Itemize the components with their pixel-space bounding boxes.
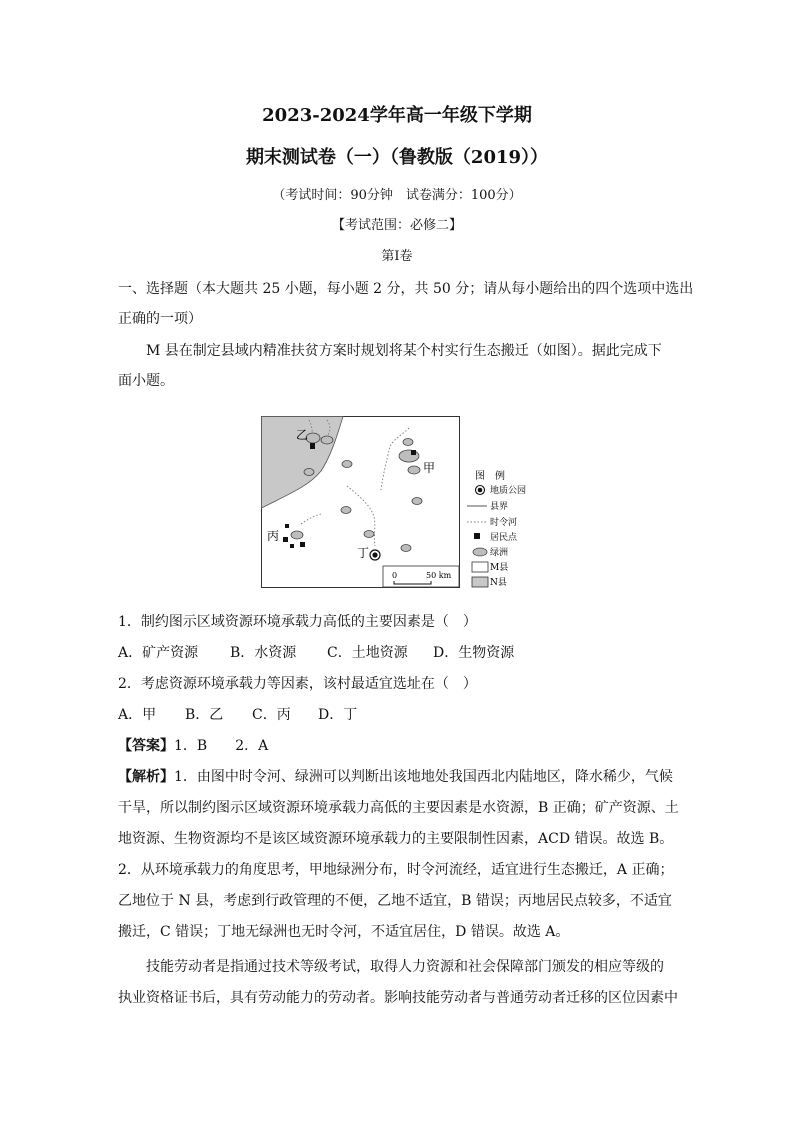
svg-text:图 例: 图 例 bbox=[475, 471, 505, 482]
analysis-line-4: 2．从环境承载力的角度思考，甲地绿洲分布，时令河流经，适宜进行生态搬迁，A 正确； bbox=[118, 862, 674, 878]
passage-line-2: 执业资格证书后，具有劳动能力的劳动者。影响技能劳动者与普通劳动者迁移的区位因素中 bbox=[118, 990, 678, 1006]
section-heading: 一、选择题（本大题共 25 小题，每小题 2 分，共 50 分；请从每小题给出的四个选项中选出 bbox=[118, 281, 694, 297]
svg-text:绿洲: 绿洲 bbox=[490, 548, 509, 558]
option-2b[interactable]: B．乙 bbox=[185, 707, 224, 723]
svg-text:居民点: 居民点 bbox=[490, 533, 518, 543]
label-yi: 乙 bbox=[296, 428, 309, 442]
question-2-stem: 2．考虑资源环境承载力等因素，该村最适宜选址在（ ） bbox=[118, 676, 477, 692]
svg-text:县界: 县界 bbox=[490, 502, 509, 512]
option-1c[interactable]: C．土地资源 bbox=[327, 645, 408, 661]
analysis-label: 【解析】 bbox=[118, 769, 174, 785]
legend-oasis bbox=[473, 548, 487, 556]
option-2c[interactable]: C．丙 bbox=[252, 707, 291, 723]
legend-m-county bbox=[472, 562, 488, 572]
answer-line bbox=[118, 736, 678, 756]
option-1b[interactable]: B．水资源 bbox=[230, 645, 297, 661]
analysis-line-1: 【解析】1．由图中时令河、绿洲可以判断出该地地处我国西北内陆地区，降水稀少，气候 bbox=[118, 769, 673, 785]
option-2a[interactable]: A．甲 bbox=[118, 707, 157, 723]
section-heading-cont: 正确的一项） bbox=[118, 311, 202, 327]
option-1a[interactable]: A．矿产资源 bbox=[118, 645, 199, 661]
map-legend bbox=[467, 469, 526, 588]
analysis-line-2: 干旱，所以制约图示区域资源环境承载力高低的主要因素是水资源，B 正确；矿产资源、土 bbox=[118, 800, 679, 816]
analysis-line-6: 搬迁，C 错误；丁地无绿洲也无时令河，不适宜居住，D 错误。故选 A。 bbox=[118, 924, 570, 940]
svg-text:时令河: 时令河 bbox=[490, 518, 518, 528]
page-title: 2023-2024学年高一年级下学期 bbox=[262, 105, 532, 126]
legend-n-county bbox=[472, 577, 488, 587]
question-2-options bbox=[118, 705, 678, 725]
svg-text:M县: M县 bbox=[490, 563, 509, 573]
question-1-options bbox=[118, 643, 678, 663]
label-bing: 丙 bbox=[267, 529, 280, 543]
passage-line-1: 技能劳动者是指通过技术等级考试，取得人力资源和社会保障部门颁发的相应等级的 bbox=[146, 959, 664, 975]
svg-text:N县: N县 bbox=[490, 578, 507, 588]
label-jia: 甲 bbox=[423, 461, 436, 475]
exam-info: （考试时间：90分钟 试卷满分：100分） bbox=[272, 188, 522, 203]
page-subtitle: 期末测试卷（一）（鲁教版（2019）） bbox=[245, 147, 549, 168]
volume-label: 第Ⅰ卷 bbox=[381, 249, 413, 264]
answer-text: 1．B 2．A bbox=[174, 738, 269, 754]
question-stem-cont: 面小题。 bbox=[118, 373, 174, 389]
exam-scope: 【考试范围：必修二】 bbox=[331, 218, 462, 233]
eco-relocation-map bbox=[261, 416, 541, 592]
legend-settlement bbox=[474, 533, 480, 539]
svg-text:地质公园: 地质公园 bbox=[490, 486, 527, 496]
analysis-line-3: 地资源、生物资源均不是该区域资源环境承载力的主要限制性因素，ACD 错误。故选 B。 bbox=[118, 831, 674, 847]
option-1d[interactable]: D．生物资源 bbox=[433, 645, 515, 661]
analysis-line-5: 乙地位于 N 县，考虑到行政管理的不便，乙地不适宜，B 错误；丙地居民点较多，不适宜 bbox=[118, 893, 672, 909]
label-ding: 丁 bbox=[357, 546, 370, 560]
svg-text:0: 0 bbox=[392, 571, 398, 580]
geopark-icon bbox=[370, 550, 380, 560]
question-stem: M 县在制定县域内精准扶贫方案时规划将某个村实行生态搬迁（如图）。据此完成下 bbox=[146, 343, 662, 359]
answer-label: 【答案】 bbox=[118, 738, 174, 754]
scale-bar bbox=[383, 566, 459, 587]
option-2d[interactable]: D．丁 bbox=[318, 707, 358, 723]
svg-text:50 km: 50 km bbox=[426, 571, 452, 580]
question-1-stem: 1．制约图示区域资源环境承载力高低的主要因素是（ ） bbox=[118, 614, 477, 630]
